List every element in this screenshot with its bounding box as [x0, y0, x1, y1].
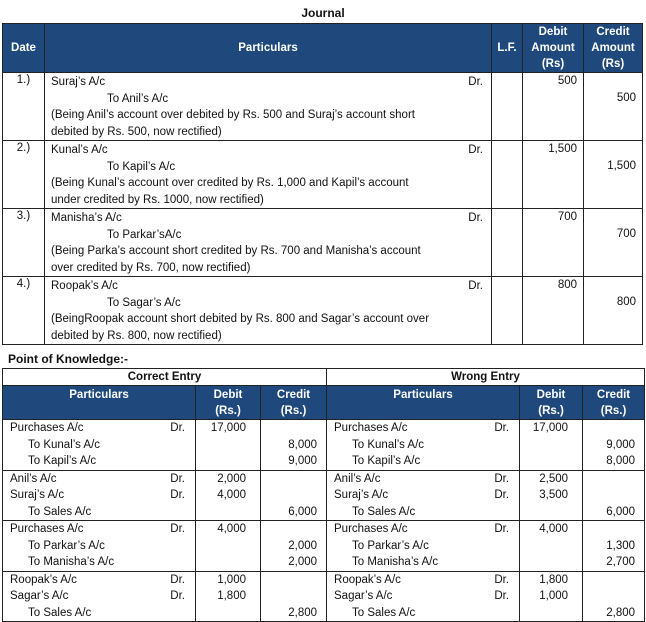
journal-header-row: [3, 24, 643, 73]
entry-debit-cell: [523, 277, 584, 345]
wrong-credit-value: [583, 588, 644, 605]
correct-credit-value: 8,000: [288, 438, 318, 451]
wrong-debit-value: 1,800: [539, 573, 569, 586]
correct-entry-line: [10, 504, 185, 521]
journal-title: Journal: [301, 6, 345, 20]
correct-credit-cell: [261, 470, 327, 521]
correct-header-debit-line1: Debit: [213, 389, 243, 401]
entry-credit-amount: 1,500: [607, 159, 636, 172]
correct-debit-value: 2,000: [217, 472, 246, 485]
correct-header-credit-line1: Credit: [276, 389, 311, 401]
knowledge-group-row: [3, 420, 645, 471]
account-name: To Sales A/c: [352, 505, 416, 518]
entry-date: 3.): [3, 209, 45, 277]
entry-credit-cell: [584, 73, 643, 141]
wrong-entry-line: [334, 504, 509, 521]
correct-entry-line: [10, 521, 185, 538]
account-name: To Manisha’s A/c: [352, 556, 439, 568]
account-name: Purchases A/c: [334, 523, 408, 535]
journal-table: [2, 23, 643, 345]
correct-entry-line: [10, 554, 185, 571]
wrong-credit-value: [583, 572, 644, 589]
wrong-debit-value: 4,000: [539, 523, 569, 535]
knowledge-group-row: [3, 521, 645, 572]
account-name: Purchases A/c: [10, 523, 84, 535]
header-credit-line3: (Rs): [601, 58, 625, 70]
wrong-entry-title: Wrong Entry: [327, 369, 645, 386]
point-of-knowledge-heading: Point of Knowledge:-: [8, 352, 128, 366]
journal-entry-row: [3, 73, 643, 141]
dr-label: Dr.: [170, 422, 185, 434]
dr-label: Dr.: [170, 523, 185, 535]
correct-entry-line: [10, 453, 185, 470]
debit-account: Manisha’s A/c: [51, 212, 122, 224]
entry-lf: [492, 141, 523, 209]
correct-header-credit-line2: (Rs.): [280, 405, 307, 417]
account-name: To Parkar’s A/c: [352, 539, 429, 552]
entry-debit-cell: [523, 141, 584, 209]
credit-account: To Kapil’s A/c: [107, 160, 176, 173]
correct-debit-value: 17,000: [210, 422, 246, 434]
wrong-particulars-cell: [327, 521, 520, 572]
correct-entry-line: [10, 471, 185, 488]
dr-label: Dr.: [468, 144, 483, 156]
account-name: Roopak’s A/c: [10, 573, 77, 586]
entry-credit-amount: 800: [616, 295, 636, 308]
wrong-header-credit-line2: (Rs.): [600, 405, 627, 417]
narration-line: (Being Anil’s account over debited by Rs. 500 and Suraj’s account short: [51, 109, 415, 121]
correct-particulars-cell: [3, 571, 196, 622]
entry-date: 2.): [3, 141, 45, 209]
dr-label: Dr.: [468, 280, 483, 292]
entry-debit-amount: 1,500: [548, 143, 577, 155]
wrong-credit-value: 9,000: [606, 438, 636, 451]
correct-credit-value: 2,800: [288, 606, 318, 619]
dr-label: Dr.: [494, 523, 510, 535]
wrong-debit-value: 17,000: [532, 422, 569, 434]
wrong-debit-value: [520, 605, 582, 622]
wrong-debit-value: [520, 538, 582, 555]
entry-lf: [492, 277, 523, 345]
dr-label: Dr.: [170, 472, 185, 485]
correct-credit-value: [261, 572, 326, 589]
entry-particulars: [45, 277, 492, 345]
journal-entry-row: [3, 141, 643, 209]
correct-entry-line: [10, 420, 185, 437]
correct-header-debit: [196, 386, 261, 420]
wrong-entry-line: [334, 605, 509, 622]
narration-line: (Being Parka’s account short credited by Rs. 700 and Manisha’s account: [51, 245, 421, 257]
dr-label: Dr.: [494, 422, 510, 434]
correct-debit-value: [196, 605, 260, 622]
wrong-header-debit-line2: (Rs.): [538, 405, 564, 417]
correct-debit-cell: [196, 571, 261, 622]
correct-credit-value: 2,000: [288, 556, 318, 568]
wrong-debit-cell: [520, 420, 583, 471]
wrong-credit-cell: [583, 420, 645, 471]
correct-credit-value: [261, 588, 326, 605]
entry-lf: [492, 209, 523, 277]
account-name: Suraj’s A/c: [334, 489, 389, 501]
correct-debit-cell: [196, 420, 261, 471]
correct-debit-cell: [196, 470, 261, 521]
account-name: Anil’s A/c: [10, 472, 57, 485]
knowledge-header-row: [3, 386, 645, 420]
account-name: To Parkar’s A/c: [28, 539, 105, 552]
wrong-debit-cell: [520, 571, 583, 622]
header-credit-line1: Credit: [596, 26, 630, 38]
correct-credit-value: 2,000: [288, 539, 318, 552]
header-date: Date: [3, 24, 45, 73]
narration-line: (Being Kunal’s account over credited by Rs. 1,000 and Kapil’s account: [51, 177, 409, 189]
header-debit-line1: Debit: [538, 26, 568, 38]
knowledge-group-row: [3, 470, 645, 521]
header-credit-amount: [584, 24, 643, 73]
dr-label: Dr.: [170, 573, 185, 586]
account-name: To Sales A/c: [28, 606, 92, 619]
correct-debit-value: 4,000: [217, 523, 246, 535]
account-name: Sagar’s A/c: [10, 590, 69, 602]
wrong-credit-value: [583, 471, 644, 488]
wrong-entry-line: [334, 572, 509, 589]
correct-credit-value: [261, 471, 326, 488]
wrong-entry-line: [334, 453, 509, 470]
entry-debit-cell: [523, 73, 584, 141]
correct-entry-line: [10, 605, 185, 622]
wrong-entry-line: [334, 420, 509, 437]
correct-credit-value: [261, 420, 326, 437]
wrong-header-credit-line1: Credit: [596, 389, 631, 401]
wrong-entry-line: [334, 521, 509, 538]
entry-particulars: [45, 209, 492, 277]
wrong-particulars-cell: [327, 420, 520, 471]
header-debit-line3: (Rs): [541, 58, 565, 70]
entry-credit-cell: [584, 141, 643, 209]
dr-label: Dr.: [468, 212, 483, 224]
journal-entry-row: [3, 209, 643, 277]
journal-entry-row: [3, 277, 643, 345]
wrong-credit-value: 2,700: [606, 556, 636, 568]
correct-debit-value: [196, 504, 260, 521]
wrong-entry-line: [334, 554, 509, 571]
correct-debit-value: 4,000: [217, 489, 246, 501]
wrong-credit-cell: [583, 571, 645, 622]
correct-entry-line: [10, 572, 185, 589]
account-name: To Manisha’s A/c: [28, 556, 115, 568]
narration-line: debited by Rs. 800, now rectified): [51, 329, 222, 342]
account-name: Anil’s A/c: [334, 472, 381, 485]
wrong-debit-cell: [520, 521, 583, 572]
correct-debit-value: [196, 437, 260, 454]
wrong-entry-line: [334, 588, 509, 605]
wrong-credit-value: [583, 487, 644, 504]
wrong-credit-value: 8,000: [606, 455, 636, 467]
wrong-credit-value: 6,000: [606, 505, 636, 518]
account-name: To Kapil’s A/c: [352, 455, 421, 467]
wrong-entry-line: [334, 437, 509, 454]
correct-credit-value: 6,000: [288, 505, 318, 518]
wrong-credit-value: [583, 521, 644, 538]
entry-date: 1.): [3, 73, 45, 141]
narration-line: under credited by Rs. 1000, now rectified): [51, 193, 264, 206]
correct-debit-value: [196, 453, 260, 470]
dr-label: Dr.: [494, 573, 510, 586]
correct-particulars-cell: [3, 470, 196, 521]
account-name: Roopak’s A/c: [334, 573, 401, 586]
section-title-row: [3, 369, 645, 386]
dr-label: Dr.: [170, 489, 185, 501]
credit-account: To Anil’s A/c: [107, 92, 169, 105]
correct-debit-value: 1,800: [217, 590, 246, 602]
wrong-credit-cell: [583, 521, 645, 572]
header-credit-line2: Amount: [591, 42, 635, 54]
account-name: To Kapil’s A/c: [28, 455, 97, 467]
account-name: To Sales A/c: [28, 505, 92, 518]
correct-debit-cell: [196, 521, 261, 572]
correct-debit-value: [196, 554, 260, 571]
dr-label: Dr.: [494, 472, 510, 485]
header-debit-line2: Amount: [531, 42, 575, 54]
dr-label: Dr.: [468, 76, 483, 88]
correct-header-debit-line2: (Rs.): [215, 405, 241, 417]
wrong-credit-cell: [583, 470, 645, 521]
wrong-credit-value: 1,300: [606, 539, 636, 552]
entry-particulars: [45, 73, 492, 141]
wrong-debit-value: 3,500: [539, 489, 569, 501]
entry-lf: [492, 73, 523, 141]
wrong-header-particulars: Particulars: [327, 386, 520, 420]
correct-particulars-cell: [3, 420, 196, 471]
wrong-header-debit-line1: Debit: [536, 389, 566, 401]
wrong-credit-value: 2,800: [606, 606, 636, 619]
account-name: Suraj’s A/c: [10, 489, 65, 501]
debit-account: Suraj’s A/c: [51, 76, 106, 88]
wrong-entry-line: [334, 487, 509, 504]
account-name: Sagar’s A/c: [334, 590, 393, 602]
header-debit-amount: [523, 24, 584, 73]
entry-credit-amount: 500: [616, 91, 636, 104]
correct-header-particulars: Particulars: [3, 386, 196, 420]
wrong-particulars-cell: [327, 470, 520, 521]
correct-particulars-cell: [3, 521, 196, 572]
dr-label: Dr.: [170, 590, 185, 602]
credit-account: To Sagar’s A/c: [107, 296, 181, 309]
knowledge-group-row: [3, 571, 645, 622]
entry-debit-amount: 500: [557, 75, 577, 87]
correct-credit-cell: [261, 571, 327, 622]
entry-date: 4.): [3, 277, 45, 345]
entry-particulars: [45, 141, 492, 209]
wrong-header-credit: [583, 386, 645, 420]
entry-debit-amount: 800: [557, 279, 577, 291]
wrong-debit-cell: [520, 470, 583, 521]
header-particulars: Particulars: [45, 24, 492, 73]
entry-debit-amount: 700: [557, 211, 577, 223]
narration-line: (BeingRoopak account short debited by Rs. 800 and Sagar’s account over: [51, 313, 430, 325]
wrong-particulars-cell: [327, 571, 520, 622]
correct-credit-value: [261, 521, 326, 538]
correct-credit-cell: [261, 521, 327, 572]
narration-line: over credited by Rs. 700, now rectified): [51, 261, 251, 274]
wrong-header-debit: [520, 386, 583, 420]
account-name: Purchases A/c: [334, 422, 408, 434]
wrong-entry-line: [334, 471, 509, 488]
wrong-entry-line: [334, 538, 509, 555]
wrong-credit-value: [583, 420, 644, 437]
account-name: To Kunal’s A/c: [28, 438, 101, 451]
correct-entry-line: [10, 487, 185, 504]
correct-entry-title: Correct Entry: [3, 369, 327, 386]
entry-credit-amount: 700: [616, 227, 636, 240]
wrong-debit-value: [520, 504, 582, 521]
wrong-debit-value: 2,500: [539, 472, 569, 485]
wrong-debit-value: [520, 453, 582, 470]
debit-account: Kunal’s A/c: [51, 144, 108, 156]
correct-entry-line: [10, 437, 185, 454]
wrong-debit-value: [520, 554, 582, 571]
wrong-debit-value: 1,000: [539, 590, 569, 602]
correct-credit-cell: [261, 420, 327, 471]
correct-entry-line: [10, 588, 185, 605]
correct-credit-value: [261, 487, 326, 504]
debit-account: Roopak’s A/c: [51, 280, 118, 292]
account-name: To Kunal’s A/c: [352, 438, 425, 451]
correct-entry-line: [10, 538, 185, 555]
narration-line: debited by Rs. 500, now rectified): [51, 125, 222, 138]
correct-header-credit: [261, 386, 327, 420]
dr-label: Dr.: [494, 489, 510, 501]
wrong-debit-value: [520, 437, 582, 454]
entry-debit-cell: [523, 209, 584, 277]
entry-credit-cell: [584, 209, 643, 277]
dr-label: Dr.: [494, 590, 510, 602]
correct-credit-value: 9,000: [288, 455, 318, 467]
account-name: Purchases A/c: [10, 422, 84, 434]
credit-account: To Parkar’sA/c: [107, 228, 182, 241]
account-name: To Sales A/c: [352, 606, 416, 619]
correct-debit-value: [196, 538, 260, 555]
correct-debit-value: 1,000: [217, 573, 246, 586]
header-lf: L.F.: [492, 24, 523, 73]
entry-credit-cell: [584, 277, 643, 345]
knowledge-table: [2, 368, 645, 622]
